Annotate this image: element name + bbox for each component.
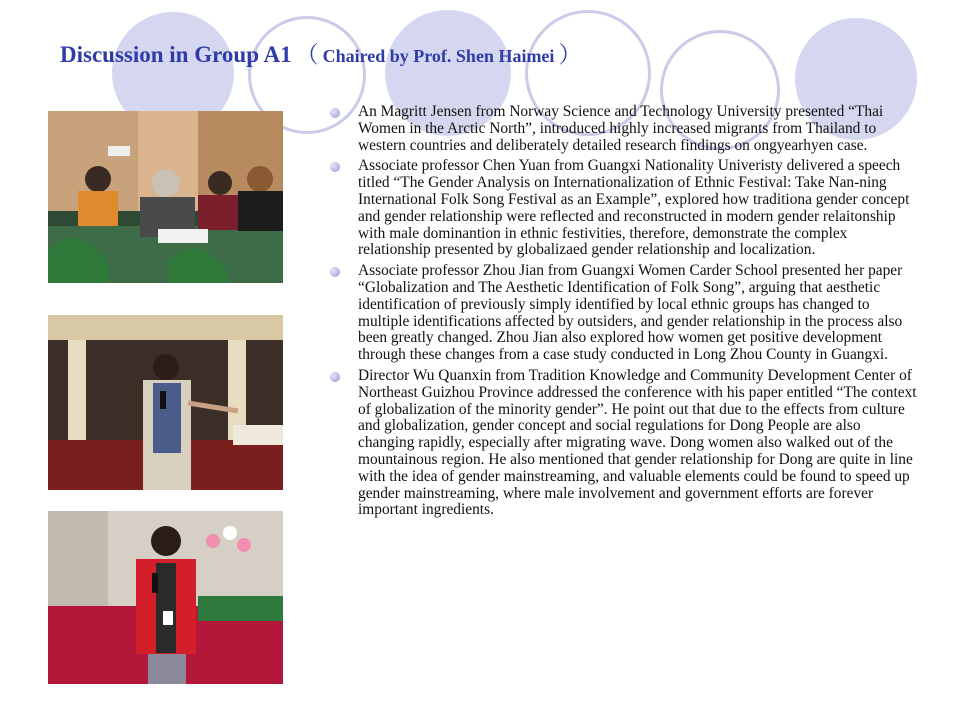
list-item-text: Director Wu Quanxin from Tradition Knowledge and Community Development Center of Northeast Guizhou Province addressed the conference with his paper entitled “The context of globalization of the minority gender”. He point out that due to the effects from culture and globalization, gender concept and social regulations for Dong People are also changing rapidly, especially after migrating wave. Dong women also walked out of the mountainous region. He also mentioned that gender relationship for Dong are quite in line with the idea of gender mainstreaming, and valuable elements could be found to speed up gender mainstreaming, where male involvement and government efforts are forever important ingredients. (358, 366, 917, 519)
title-chair: Chaired by Prof. Shen Haimei (322, 46, 555, 66)
bullet-icon (330, 267, 340, 277)
bullet-list (330, 104, 920, 523)
list-item (330, 158, 920, 259)
photo-panel-discussion (48, 111, 283, 283)
title-paren-close: ） (558, 42, 582, 67)
list-item (330, 104, 920, 154)
title-main: Discussion in Group A1 (60, 42, 292, 67)
slide-title (60, 36, 760, 69)
title-paren-open: （ (295, 42, 319, 67)
list-item-text: Associate professor Chen Yuan from Guangxi Nationality Univeristy delivered a speech titled “The Gender Analysis on Internationalization of Ethnic Festival: Take Nan-ning International Folk Song Festival as an Example”, explored how traditiona gender concept and gender relationship were reflected and reconstructed in modern gender relaitonship with male dominantion in ethnic festivities, therefore, demonstrate the complex relationship presented by globalizaed gender relationship and localization. (358, 157, 910, 259)
photo-speaker-microphone (48, 315, 283, 490)
bullet-icon (330, 372, 340, 382)
bullet-icon (330, 162, 340, 172)
bullet-icon (330, 108, 340, 118)
list-item-text: An Magritt Jensen from Norway Science and Technology University presented “Thai Women in the Arctic North”, introduced highly increased migrants from Thailand to western countries and deliberately detailed research findings on ongyearhyen case. (358, 103, 884, 154)
list-item-text: Associate professor Zhou Jian from Guangxi Women Carder School presented her paper “Globalization and The Aesthetic Identification of Folk Song”, arguing that aesthetic identification of previously simply identified by local ethnic groups has changed to multiple identifications affected by outsiders, and gender relationship in the process also been greatly changed. Zhou Jian also explored how women get positive development through these changes from a case study conducted in Long Zhou County in Guangxi. (358, 262, 903, 364)
photo-speaker-red-cardigan (48, 511, 283, 684)
list-item (330, 263, 920, 364)
list-item (330, 368, 920, 519)
